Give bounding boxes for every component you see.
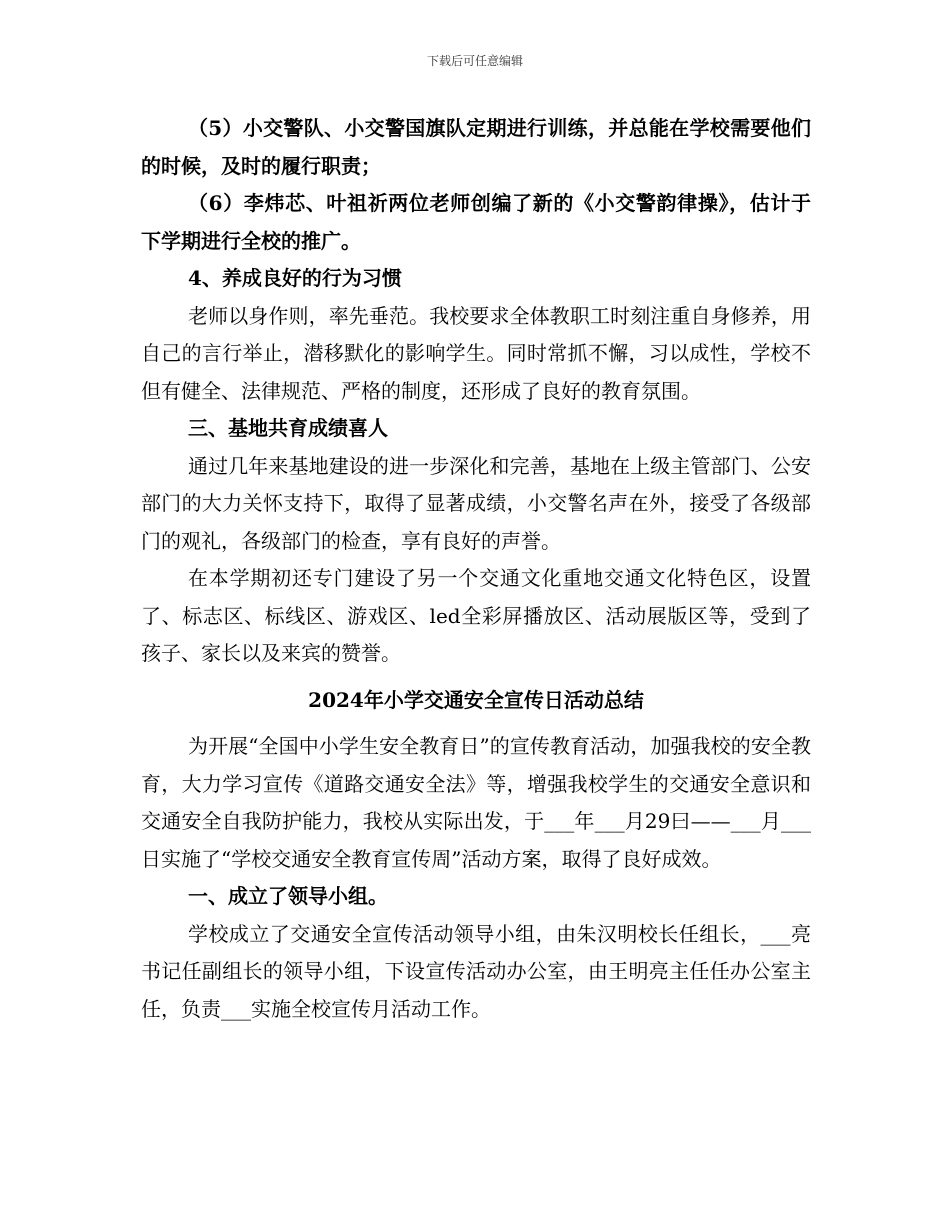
document-body [141,110,811,1028]
paragraph-achievements-1: 通过几年来基地建设的进一步深化和完善，基地在上级主管部门、公安部门的大力关怀支持下，取得了显著成绩，小交警名声在外，接受了各级部门的观礼，各级部门的检查，享有良好的声誉。 [141,453,811,553]
heading-habits: 4、养成良好的行为习惯 [188,266,402,290]
paragraph-leadership-group: 学校成立了交通安全宣传活动领导小组，由朱汉明校长任组长，___亮书记任副组长的领导小组，下设宣传活动办公室，由王明亮主任任办公室主任，负责___实施全校宣传月活动工作。 [141,921,811,1021]
item-5: （5）小交警队、小交警国旗队定期进行训练，并总能在学校需要他们的时候，及时的履行职责； [141,116,811,178]
document-title: 2024年小学交通安全宣传日活动总结 [308,687,644,712]
paragraph-intro: 为开展“全国中小学生安全教育日”的宣传教育活动，加强我校的安全教育，大力学习宣传《道路交通安全法》等，增强我校学生的交通安全意识和交通安全自我防护能力，我校从实际出发，于___年___月29曰——___月___日实施了“学校交通安全教育宣传周”活动方案，取得了良好成效。 [141,734,811,871]
paragraph-habits: 老师以身作则，率先垂范。我校要求全体教职工时刻注重自身修养，用自己的言行举止，潜移默化的影响学生。同时常抓不懈，习以成性，学校不但有健全、法律规范、严格的制度，还形成了良好的教育氛围。 [141,303,811,403]
heading-leadership-group: 一、成立了领导小组。 [188,884,388,908]
paragraph-achievements-2: 在本学期初还专门建设了另一个交通文化重地交通文化特色区，设置了、标志区、标线区、游戏区、led全彩屏播放区、活动展版区等，受到了孩子、家长以及来宾的赞誉。 [141,566,811,665]
page-header-note: 下载后可任意编辑 [426,54,523,68]
heading-achievements: 三、基地共育成绩喜人 [188,416,388,440]
item-6: （6）李炜芯、叶祖祈两位老师创编了新的《小交警韵律操》，估计于下学期进行全校的推广。 [141,191,811,253]
